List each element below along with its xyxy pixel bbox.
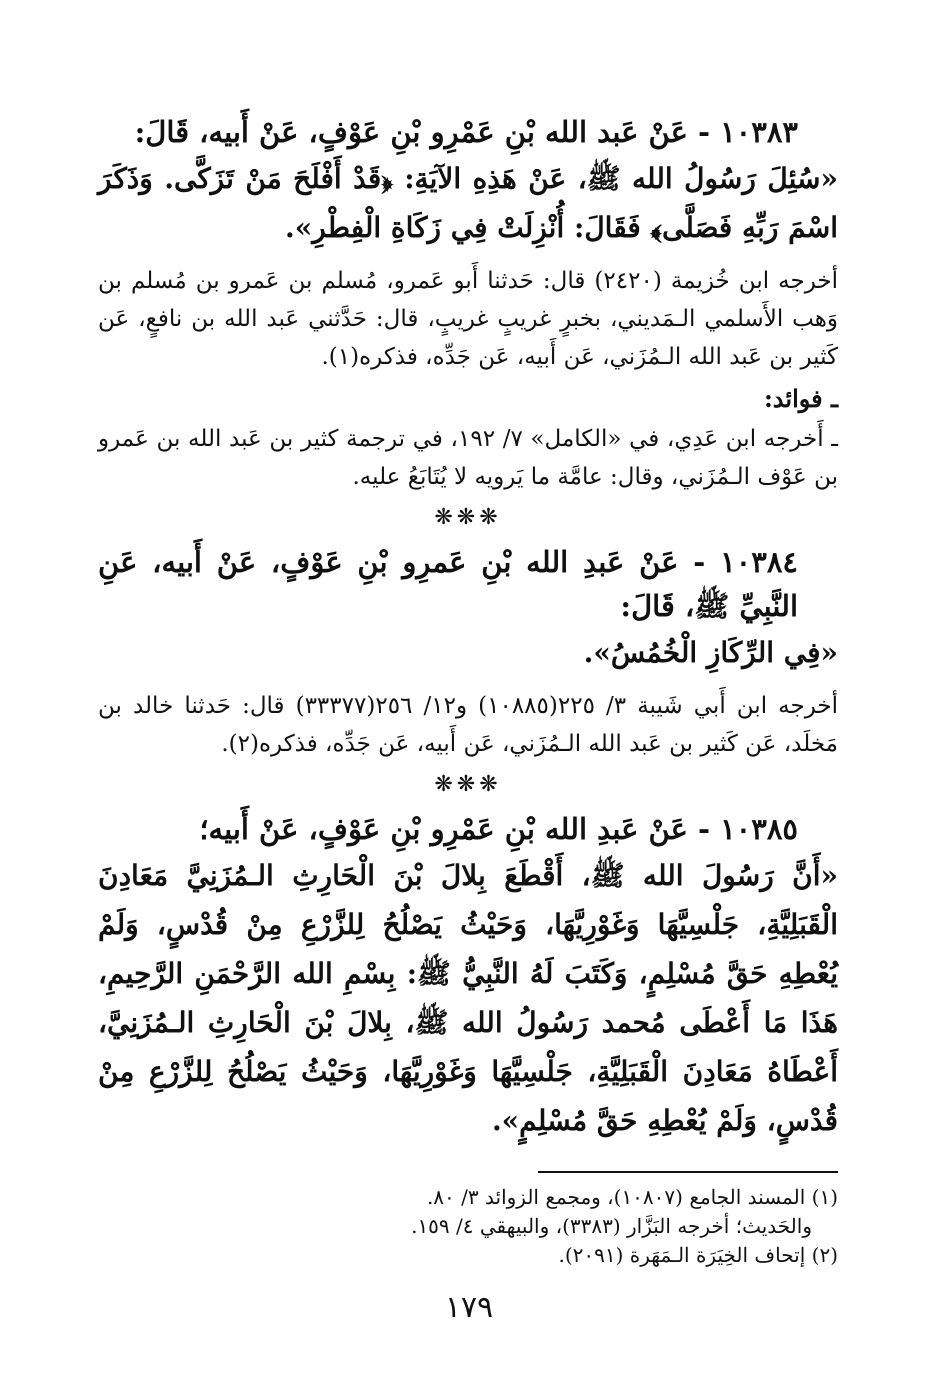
hadith-10383-heading: ١٠٣٨٣ - عَنْ عَبد الله بْنِ عَمْرِو بْنِ عَوْفٍ، عَنْ أَبيه، قَالَ: (134, 115, 798, 149)
footnote-2: (٢) إتحاف الخِيَرَة الـمَهَرة (٢٠٩١). (558, 1243, 838, 1267)
fawaid-title: ـ فوائد: (763, 384, 838, 413)
hadith-10383-text: «سُئِلَ رَسُولُ الله ﷺ، عَنْ هَذِهِ الآيَةِ: ﴿قَدْ أَفْلَحَ مَنْ تَزَكَّى. وَذَكَرَ اسْمَ رَبِّهِ فَصَلَّى﴾ فَقَالَ: أُنْزِلَتْ فِي زَكَاةِ الْفِطْرِ». (98, 162, 838, 244)
hadith-10383-takhrij: أخرجه ابن خُزيمة (٢٤٢٠) قال: حَدثنا أَبو عَمرو، مُسلم بن عَمرو بن مُسلم بن وَهب الأَسلمي الـمَديني، بخبرٍ غريبٍ غريبٍ، قال: حَدَّثني عَبد الله بن نافعٍ، عَن كَثير بن عَبد الله الـمُزَني، عَن أَبيه، عَن جَدِّه، فذكره(١). (98, 268, 838, 370)
hadith-10384-text: «فِي الرِّكَازِ الْخُمُسُ». (583, 636, 838, 669)
footnote-divider (538, 1171, 838, 1173)
footnote-1-continuation: والحَديث؛ أخرجه البَزَّار (٣٣٨٣)، والبيهقي ٤/ ١٥٩. (411, 1214, 812, 1238)
section-separator: ❋❋❋ (434, 772, 502, 797)
page-content (98, 110, 838, 1270)
fawaid-text: ـ أَخرجه ابن عَدِي، في «الكامل» ٧/ ١٩٢، في ترجمة كثير بن عَبد الله بن عَمرو بن عَوْف الـمُزَني، وقال: عامَّة ما يَرويه لا يُتَابَعُ عليه. (98, 426, 838, 490)
hadith-10384-takhrij: أخرجه ابن أَبي شَيبة ٣/ ٢٢٥(١٠٨٨٥) و١٢/ ٢٥٦(٣٣٣٧٧) قال: حَدثنا خالد بن مَخلَد، عَن كَثير بن عَبد الله الـمُزَني، عَن أَبيه، عَن جَدِّه، فذكره(٢). (98, 693, 838, 757)
footnote-1: (١) المسند الجامع (١٠٨٠٧)، ومجمع الزوائد ٣/ ٨٠. (426, 1185, 838, 1209)
hadith-10385-heading: ١٠٣٨٥ - عَنْ عَبدِ الله بْنِ عَمْرِو بْنِ عَوْفٍ، عَنْ أَبيه؛ (199, 812, 798, 846)
hadith-10385-text: «أَنَّ رَسُولَ الله ﷺ، أَقْطَعَ بِلالَ بْنَ الْحَارِثِ الـمُزَنِيَّ مَعَادِنَ الْقَبَلِيَّةِ، جَلْسِيَّهَا وَغَوْرِيَّهَا، وَحَيْثُ يَصْلُحُ لِلزَّرْعِ مِنْ قُدْسٍ، وَلَمْ يُعْطِهِ حَقَّ مُسْلِمٍ، وَكَتَبَ لَهُ النَّبِيُّ ﷺ: بِسْمِ الله الرَّحْمَنِ الرَّحِيمِ، هَذَا مَا أَعْطَى مُحمد رَسُولُ الله ﷺ، بِلالَ بْنَ الْحَارِثِ الـمُزَنِيَّ، أَعْطَاهُ مَعَادِنَ الْقَبَلِيَّةِ، جَلْسِيَّهَا وَغَوْرِيَّهَا، وَحَيْثُ يَصْلُحُ لِلزَّرْعِ مِنْ قُدْسٍ، وَلَمْ يُعْطِهِ حَقَّ مُسْلِمٍ». (98, 859, 838, 1137)
page-number: ١٧٩ (444, 1290, 494, 1325)
hadith-10384-heading: ١٠٣٨٤ - عَنْ عَبدِ الله بْنِ عَمرِو بْنِ عَوْفٍ، عَنْ أَبيه، عَنِ النَّبِيِّ ﷺ، قَالَ: (98, 545, 798, 623)
section-separator: ❋❋❋ (434, 505, 502, 530)
